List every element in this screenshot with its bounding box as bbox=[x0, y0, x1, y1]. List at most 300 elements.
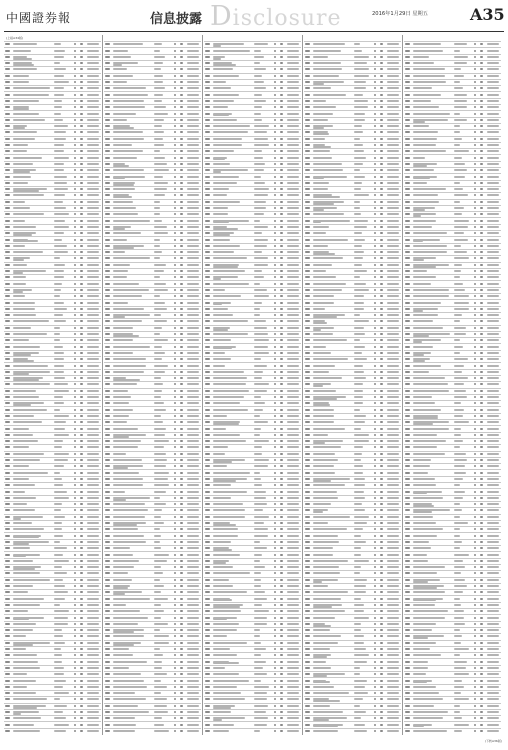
table-cell-text bbox=[280, 686, 283, 688]
table-cell-text bbox=[454, 617, 464, 619]
table-row bbox=[304, 73, 401, 74]
table-cell-text bbox=[5, 276, 10, 278]
table-row bbox=[304, 199, 401, 200]
table-cell-text bbox=[280, 572, 283, 574]
table-cell-text bbox=[474, 446, 476, 448]
table-cell-text bbox=[354, 711, 366, 713]
table-cell-text bbox=[174, 150, 176, 152]
table-cell-text bbox=[87, 87, 99, 89]
table-cell-text bbox=[213, 453, 225, 455]
table-cell-text bbox=[154, 138, 163, 140]
table-cell-text bbox=[87, 434, 99, 436]
table-cell-text bbox=[213, 390, 249, 392]
table-row bbox=[304, 532, 401, 533]
table-cell-text bbox=[405, 415, 410, 417]
table-cell-text bbox=[387, 547, 399, 549]
table-cell-text bbox=[254, 547, 267, 549]
table-cell-text bbox=[205, 81, 210, 83]
table-cell-text bbox=[305, 686, 310, 688]
table-cell-text bbox=[405, 50, 410, 52]
table-cell-text bbox=[187, 522, 199, 524]
table-cell-text bbox=[113, 446, 138, 448]
table-cell-text bbox=[187, 617, 199, 619]
table-cell-text bbox=[454, 585, 467, 587]
table-cell-text bbox=[105, 87, 110, 89]
table-cell-text bbox=[213, 591, 247, 593]
table-cell-text bbox=[80, 264, 83, 266]
table-row bbox=[104, 173, 201, 174]
table-cell-text bbox=[354, 579, 367, 581]
table-cell-text bbox=[180, 554, 183, 556]
table-cell-text bbox=[213, 289, 225, 291]
table-cell-text bbox=[280, 68, 283, 70]
table-cell-text bbox=[154, 94, 163, 96]
table-row bbox=[204, 274, 301, 275]
table-cell-text bbox=[105, 289, 110, 291]
table-cell-text bbox=[5, 680, 10, 682]
table-cell-text bbox=[80, 163, 83, 165]
table-cell-text bbox=[305, 566, 310, 568]
table-cell-text bbox=[480, 415, 483, 417]
table-cell-text bbox=[305, 251, 310, 253]
table-cell-text bbox=[405, 320, 410, 322]
table-row bbox=[104, 520, 201, 521]
section-title: 信息披露 bbox=[150, 12, 203, 27]
table-cell-text bbox=[5, 446, 10, 448]
table-cell-text bbox=[287, 409, 299, 411]
table-cell-text bbox=[480, 289, 483, 291]
table-cell-text bbox=[405, 724, 410, 726]
table-cell-text bbox=[254, 213, 264, 215]
table-row bbox=[404, 570, 501, 571]
table-cell-text bbox=[80, 528, 83, 530]
table-cell-text bbox=[54, 333, 60, 335]
table-cell-text bbox=[405, 226, 410, 228]
table-cell-text bbox=[80, 516, 83, 518]
table-cell-text bbox=[205, 169, 210, 171]
table-cell-text bbox=[280, 333, 283, 335]
table-cell-text bbox=[5, 283, 10, 285]
table-cell-text bbox=[274, 226, 276, 228]
table-cell-text bbox=[380, 169, 383, 171]
table-row bbox=[204, 520, 301, 521]
table-cell-text bbox=[105, 642, 110, 644]
table-cell-text bbox=[305, 459, 310, 461]
table-cell-text bbox=[105, 220, 110, 222]
table-cell-text bbox=[13, 717, 41, 719]
table-row bbox=[404, 621, 501, 622]
table-row bbox=[304, 577, 401, 578]
table-cell-text bbox=[105, 610, 110, 612]
table-cell-text bbox=[487, 220, 499, 222]
table-cell-text bbox=[374, 579, 376, 581]
table-cell-text bbox=[387, 220, 399, 222]
table-cell-text bbox=[487, 43, 499, 45]
table-cell-text bbox=[354, 188, 361, 190]
table-cell-text bbox=[454, 472, 466, 474]
table-cell-text bbox=[454, 705, 460, 707]
table-cell-text bbox=[54, 617, 68, 619]
table-cell-text bbox=[174, 698, 176, 700]
table-cell-text bbox=[5, 648, 10, 650]
table-row bbox=[104, 199, 201, 200]
table-cell-text bbox=[480, 207, 483, 209]
table-cell-text bbox=[305, 705, 310, 707]
table-cell-text bbox=[113, 541, 146, 543]
table-cell-text bbox=[305, 358, 310, 360]
table-row bbox=[104, 117, 201, 118]
table-cell-text bbox=[87, 617, 99, 619]
table-cell-text bbox=[474, 125, 476, 127]
table-cell-text bbox=[287, 50, 299, 52]
table-cell-text bbox=[254, 673, 267, 675]
table-cell-text bbox=[487, 75, 499, 77]
table-cell-text bbox=[174, 509, 176, 511]
table-cell-text bbox=[74, 661, 76, 663]
table-cell-text bbox=[405, 547, 410, 549]
table-cell-text bbox=[374, 327, 376, 329]
table-cell-text bbox=[313, 56, 328, 58]
table-cell-text bbox=[313, 635, 341, 637]
table-cell-text bbox=[374, 106, 376, 108]
table-cell-text bbox=[405, 642, 410, 644]
table-cell-text bbox=[180, 648, 183, 650]
table-row bbox=[104, 136, 201, 137]
table-row bbox=[404, 671, 501, 672]
table-row bbox=[304, 463, 401, 464]
table-cell-text bbox=[87, 579, 99, 581]
table-cell-text bbox=[380, 43, 383, 45]
table-cell-text bbox=[154, 188, 167, 190]
table-cell-text bbox=[305, 182, 310, 184]
table-cell-text bbox=[354, 440, 369, 442]
table-cell-text bbox=[387, 371, 399, 373]
table-cell-text bbox=[274, 62, 276, 64]
table-cell-text bbox=[254, 610, 269, 612]
table-row bbox=[104, 406, 201, 407]
table-row bbox=[104, 85, 201, 86]
table-cell-text bbox=[305, 207, 310, 209]
table-cell-text bbox=[187, 453, 199, 455]
table-row bbox=[4, 696, 101, 697]
table-row bbox=[4, 199, 101, 200]
table-cell-text bbox=[454, 478, 463, 480]
table-cell-text bbox=[287, 327, 299, 329]
table-cell-text bbox=[254, 125, 269, 127]
table-cell-text bbox=[380, 327, 383, 329]
table-cell-text bbox=[380, 415, 383, 417]
table-cell-text bbox=[287, 56, 299, 58]
table-cell-text bbox=[413, 383, 448, 385]
table-cell-text bbox=[54, 119, 63, 121]
table-cell-text bbox=[405, 484, 410, 486]
table-cell-text bbox=[154, 75, 163, 77]
table-row bbox=[4, 299, 101, 300]
table-cell-text bbox=[305, 465, 310, 467]
table-cell-text bbox=[5, 157, 10, 159]
table-cell-text bbox=[474, 698, 476, 700]
table-cell-text bbox=[280, 617, 283, 619]
table-row bbox=[304, 356, 401, 357]
table-cell-text bbox=[274, 560, 276, 562]
column-divider bbox=[402, 35, 403, 735]
table-cell-text bbox=[54, 440, 63, 442]
table-cell-text bbox=[180, 365, 183, 367]
table-cell-text bbox=[74, 213, 76, 215]
table-cell-text bbox=[305, 661, 310, 663]
table-cell-text bbox=[374, 213, 376, 215]
table-cell-text bbox=[13, 648, 26, 650]
table-cell-text bbox=[380, 642, 383, 644]
table-cell-text bbox=[305, 264, 310, 266]
table-cell-text bbox=[74, 220, 76, 222]
table-cell-text bbox=[105, 138, 110, 140]
table-cell-text bbox=[274, 333, 276, 335]
table-cell-text bbox=[254, 144, 269, 146]
table-cell-text bbox=[354, 415, 366, 417]
table-cell-text bbox=[187, 434, 199, 436]
table-cell-text bbox=[74, 491, 76, 493]
table-cell-text bbox=[54, 698, 60, 700]
table-cell-text bbox=[280, 100, 283, 102]
table-cell-text bbox=[287, 371, 299, 373]
table-cell-text bbox=[213, 409, 248, 411]
table-cell-text bbox=[287, 75, 299, 77]
table-cell-text bbox=[454, 415, 463, 417]
table-cell-text bbox=[74, 585, 76, 587]
table-row bbox=[304, 621, 401, 622]
table-cell-text bbox=[480, 302, 483, 304]
table-cell-text bbox=[187, 509, 199, 511]
table-cell-text bbox=[487, 516, 499, 518]
table-cell-text bbox=[87, 333, 99, 335]
table-cell-text bbox=[5, 421, 10, 423]
table-cell-text bbox=[413, 314, 438, 316]
table-cell-text bbox=[154, 157, 165, 159]
table-cell-text bbox=[354, 623, 361, 625]
table-cell-text bbox=[313, 377, 342, 379]
table-cell-text bbox=[305, 68, 310, 70]
table-row bbox=[404, 633, 501, 634]
table-cell-text bbox=[454, 176, 465, 178]
table-cell-text bbox=[287, 320, 299, 322]
table-cell-text bbox=[280, 396, 283, 398]
table-cell-text bbox=[74, 547, 76, 549]
table-cell-text bbox=[254, 245, 267, 247]
table-column bbox=[404, 35, 501, 735]
table-cell-text bbox=[280, 528, 283, 530]
table-cell-text bbox=[5, 434, 10, 436]
table-cell-text bbox=[87, 371, 99, 373]
table-cell-text bbox=[313, 472, 335, 474]
table-cell-text bbox=[287, 295, 299, 297]
table-cell-text bbox=[274, 213, 276, 215]
table-cell-text bbox=[405, 478, 410, 480]
table-cell-text bbox=[454, 446, 460, 448]
table-cell-text bbox=[54, 100, 62, 102]
table-cell-text bbox=[474, 711, 476, 713]
table-cell-text bbox=[105, 320, 110, 322]
table-row bbox=[4, 91, 101, 92]
table-cell-text bbox=[154, 87, 165, 89]
table-cell-text bbox=[105, 302, 110, 304]
table-cell-text bbox=[413, 365, 441, 367]
table-cell-text bbox=[187, 68, 199, 70]
table-cell-text bbox=[374, 226, 376, 228]
table-cell-text bbox=[387, 125, 399, 127]
table-cell-text bbox=[280, 465, 283, 467]
table-cell-text bbox=[205, 213, 210, 215]
table-row bbox=[104, 545, 201, 546]
table-cell-text bbox=[413, 572, 437, 574]
table-row bbox=[204, 432, 301, 433]
table-row bbox=[104, 432, 201, 433]
table-row bbox=[404, 104, 501, 105]
table-cell-text bbox=[254, 623, 267, 625]
table-cell-text bbox=[413, 566, 445, 568]
table-cell-text bbox=[54, 150, 64, 152]
table-cell-text bbox=[105, 68, 110, 70]
table-cell-text bbox=[254, 169, 264, 171]
table-cell-text bbox=[280, 346, 283, 348]
table-cell-text bbox=[287, 358, 299, 360]
table-row bbox=[404, 476, 501, 477]
table-cell-text bbox=[13, 610, 28, 612]
table-row bbox=[4, 306, 101, 307]
table-cell-text bbox=[80, 100, 83, 102]
table-cell-text bbox=[413, 459, 431, 461]
table-row bbox=[4, 394, 101, 395]
table-cell-text bbox=[180, 100, 183, 102]
table-cell-text bbox=[187, 182, 199, 184]
table-cell-text bbox=[487, 365, 499, 367]
table-cell-text bbox=[374, 56, 376, 58]
table-cell-text bbox=[254, 554, 262, 556]
table-cell-text bbox=[105, 396, 110, 398]
table-row bbox=[304, 98, 401, 99]
table-cell-text bbox=[154, 516, 161, 518]
table-cell-text bbox=[487, 150, 499, 152]
table-cell-text bbox=[354, 730, 367, 732]
table-cell-text bbox=[74, 62, 76, 64]
table-cell-text bbox=[254, 295, 269, 297]
table-cell-text bbox=[80, 598, 83, 600]
table-cell-text bbox=[180, 465, 183, 467]
table-cell-text bbox=[174, 220, 176, 222]
table-cell-text bbox=[305, 220, 310, 222]
table-cell-text bbox=[374, 698, 376, 700]
brand-rest: isclosure bbox=[232, 6, 342, 31]
table-cell-text bbox=[54, 591, 68, 593]
table-cell-text bbox=[5, 572, 10, 574]
table-cell-text bbox=[280, 339, 283, 341]
table-cell-text bbox=[13, 194, 44, 196]
table-cell-text bbox=[174, 68, 176, 70]
table-cell-text bbox=[254, 560, 260, 562]
table-cell-text bbox=[380, 75, 383, 77]
table-cell-text bbox=[105, 283, 110, 285]
table-cell-text bbox=[474, 453, 476, 455]
table-cell-text bbox=[305, 528, 310, 530]
table-row bbox=[304, 476, 401, 477]
table-cell-text bbox=[313, 516, 350, 518]
table-row bbox=[104, 161, 201, 162]
table-cell-text bbox=[454, 623, 465, 625]
table-cell-text bbox=[80, 409, 83, 411]
table-cell-text bbox=[474, 661, 476, 663]
table-cell-text bbox=[87, 169, 99, 171]
table-cell-text bbox=[280, 226, 283, 228]
table-cell-text bbox=[74, 295, 76, 297]
table-cell-text bbox=[474, 346, 476, 348]
table-cell-text bbox=[387, 698, 399, 700]
table-row bbox=[404, 551, 501, 552]
table-cell-text bbox=[454, 194, 468, 196]
table-cell-text bbox=[380, 383, 383, 385]
table-cell-text bbox=[413, 43, 441, 45]
table-cell-text bbox=[205, 157, 210, 159]
table-cell-text bbox=[354, 75, 369, 77]
table-cell-text bbox=[74, 642, 76, 644]
table-cell-text bbox=[80, 446, 83, 448]
table-cell-text bbox=[313, 289, 342, 291]
table-row bbox=[204, 148, 301, 149]
table-cell-text bbox=[280, 453, 283, 455]
table-row bbox=[4, 406, 101, 407]
table-cell-text bbox=[287, 428, 299, 430]
table-cell-text bbox=[80, 383, 83, 385]
table-cell-text bbox=[380, 283, 383, 285]
table-row bbox=[104, 318, 201, 319]
table-row bbox=[304, 438, 401, 439]
table-cell-text bbox=[474, 535, 476, 537]
table-row bbox=[104, 312, 201, 313]
table-cell-text bbox=[5, 472, 10, 474]
table-cell-text bbox=[180, 453, 183, 455]
table-cell-text bbox=[213, 163, 230, 165]
table-cell-text bbox=[274, 289, 276, 291]
table-cell-text bbox=[54, 434, 69, 436]
table-cell-text bbox=[174, 283, 176, 285]
table-cell-text bbox=[205, 163, 210, 165]
table-cell-text bbox=[113, 686, 147, 688]
table-cell-text bbox=[387, 157, 399, 159]
table-cell-text bbox=[113, 472, 139, 474]
table-row bbox=[304, 507, 401, 508]
table-cell-text bbox=[105, 459, 110, 461]
table-cell-text bbox=[474, 680, 476, 682]
table-cell-text bbox=[5, 673, 10, 675]
table-cell-text bbox=[305, 150, 310, 152]
table-cell-text bbox=[105, 264, 110, 266]
table-cell-text bbox=[74, 478, 76, 480]
table-cell-text bbox=[213, 194, 227, 196]
table-cell-text bbox=[87, 497, 99, 499]
table-cell-text bbox=[413, 440, 446, 442]
table-cell-text bbox=[74, 428, 76, 430]
table-cell-text bbox=[287, 157, 299, 159]
table-cell-text bbox=[213, 207, 228, 209]
table-cell-text bbox=[87, 711, 99, 713]
table-cell-text bbox=[13, 692, 36, 694]
table-cell-text bbox=[454, 535, 460, 537]
table-cell-text bbox=[213, 572, 250, 574]
table-row bbox=[304, 110, 401, 111]
table-cell-text bbox=[205, 182, 210, 184]
table-cell-text bbox=[480, 472, 483, 474]
table-cell-text bbox=[380, 106, 383, 108]
table-cell-text bbox=[74, 327, 76, 329]
